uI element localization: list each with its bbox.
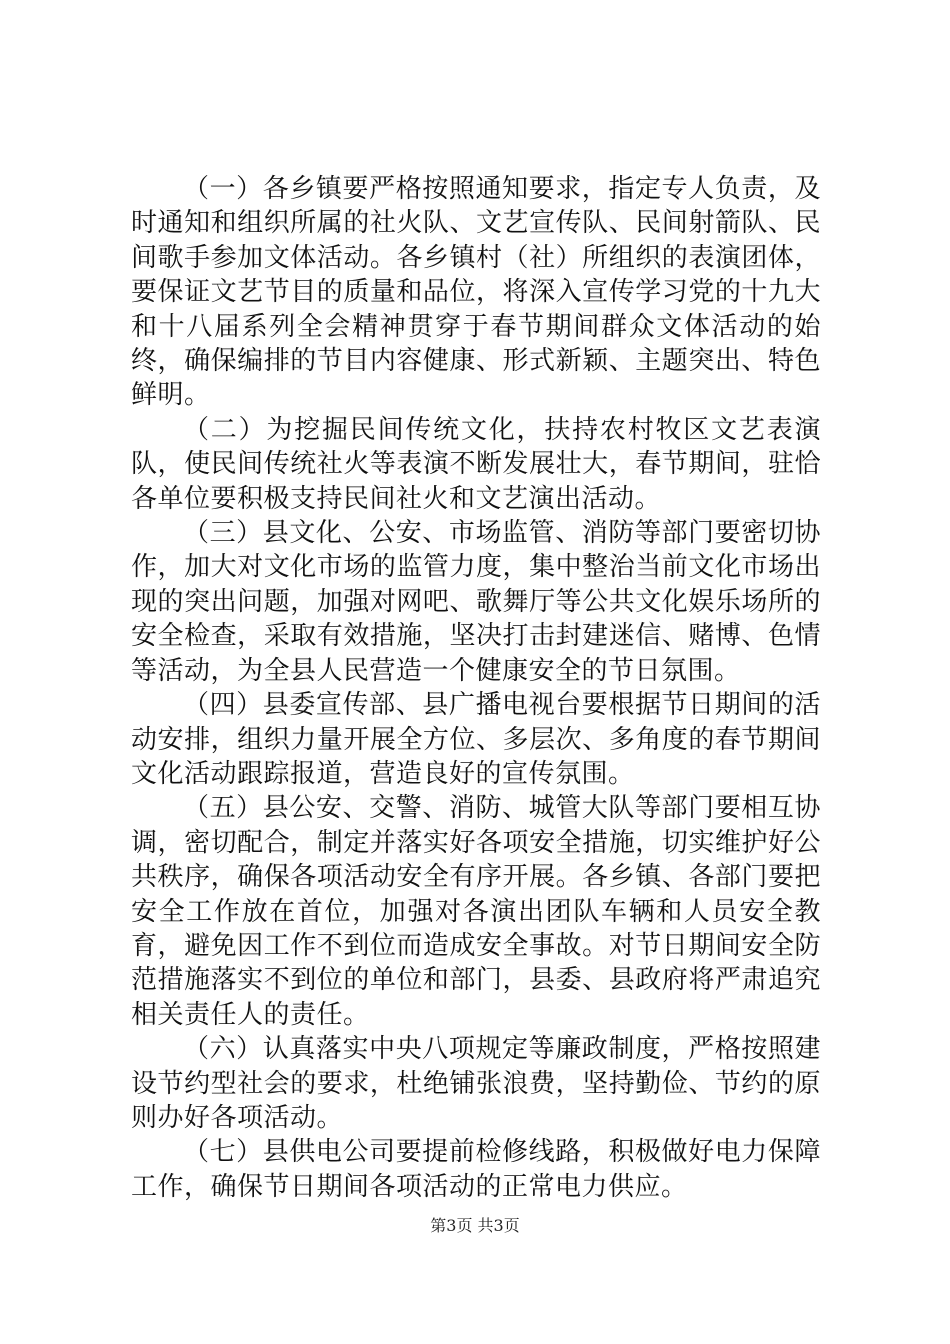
paragraph-2: （二）为挖掘民间传统文化，扶持农村牧区文艺表演队，使民间传统社火等表演不断发展壮大，春节期间，驻恰各单位要积极支持民间社火和文艺演出活动。 bbox=[131, 414, 821, 514]
paragraph-7: （七）县供电公司要提前检修线路，积极做好电力保障工作，确保节日期间各项活动的正常电力供应。 bbox=[131, 1137, 821, 1202]
paragraph-4: （四）县委宣传部、县广播电视台要根据节日期间的活动安排，组织力量开展全方位、多层次、多角度的春节期间文化活动跟踪报道，营造良好的宣传氛围。 bbox=[131, 690, 821, 789]
paragraph-6: （六）认真落实中央八项规定等廉政制度，严格按照建设节约型社会的要求，杜绝铺张浪费，坚持勤俭、节约的原则办好各项活动。 bbox=[131, 1034, 821, 1133]
document-body bbox=[131, 172, 821, 1204]
paragraph-1: （一）各乡镇要严格按照通知要求，指定专人负责，及时通知和组织所属的社火队、文艺宣传队、民间射箭队、民间歌手参加文体活动。各乡镇村（社）所组织的表演团体，要保证文艺节目的质量和品位，将深入宣传学习党的十九大和十八届系列全会精神贯穿于春节期间群众文体活动的始终，确保编排的节目内容健康、形式新颖、主题突出、特色鲜明。 bbox=[131, 174, 821, 411]
page-footer: 第3页 共3页 bbox=[430, 1216, 520, 1235]
paragraph-3: （三）县文化、公安、市场监管、消防等部门要密切协作，加大对文化市场的监管力度，集中整治当前文化市场出现的突出问题，加强对网吧、歌舞厅等公共文化娱乐场所的安全检查，采取有效措施，坚决打击封建迷信、赌博、色情等活动，为全县人民营造一个健康安全的节日氛围。 bbox=[131, 518, 821, 686]
paragraph-5: （五）县公安、交警、消防、城管大队等部门要相互协调，密切配合，制定并落实好各项安全措施，切实维护好公共秩序，确保各项活动安全有序开展。各乡镇、各部门要把安全工作放在首位，加强对各演出团队车辆和人员安全教育，避免因工作不到位而造成安全事故。对节日期间安全防范措施落实不到位的单位和部门，县委、县政府将严肃追究相关责任人的责任。 bbox=[131, 793, 821, 1030]
